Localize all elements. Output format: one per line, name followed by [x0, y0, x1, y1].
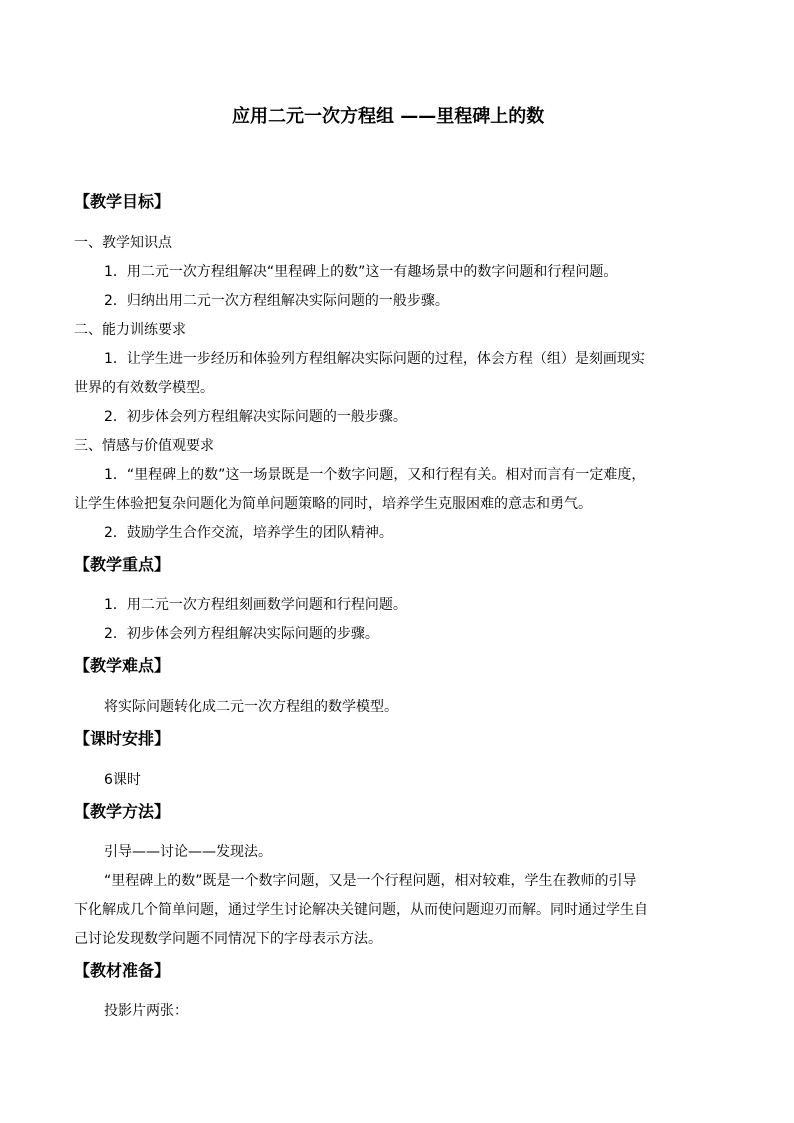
paragraph-line: 让学生体验把复杂问题化为简单问题策略的同时，培养学生克服困难的意志和勇气。 [74, 496, 592, 512]
section-heading-methods: 【教学方法】 [74, 802, 171, 821]
paragraph-line: 2．初步体会列方程组解决实际问题的一般步骤。 [104, 409, 407, 425]
paragraph-line: 投影片两张： [104, 1003, 188, 1019]
subsection-label-ability: 二、能力训练要求 [74, 322, 186, 338]
paragraph-line: 己讨论发现数学问题不同情况下的字母表示方法。 [74, 931, 382, 947]
section-heading-objectives: 【教学目标】 [74, 192, 171, 211]
paragraph-line: 2．鼓励学生合作交流，培养学生的团队精神。 [104, 525, 393, 541]
section-heading-difficulties: 【教学难点】 [74, 656, 171, 675]
paragraph-line: 2．初步体会列方程组解决实际问题的步骤。 [104, 626, 379, 642]
subsection-label-knowledge: 一、教学知识点 [74, 235, 172, 251]
paragraph-line: 下化解成几个简单问题，通过学生讨论解决关键问题，从而使问题迎刃而解。同时通过学生自 [74, 902, 648, 918]
page-title: 应用二元一次方程组 ——里程碑上的数 [232, 106, 545, 127]
section-heading-schedule: 【课时安排】 [74, 729, 171, 748]
paragraph-line: 1．用二元一次方程组刻画数学问题和行程问题。 [104, 597, 407, 613]
paragraph-line: 将实际问题转化成二元一次方程组的数学模型。 [104, 699, 398, 715]
paragraph-line: “里程碑上的数”既是一个数字问题，又是一个行程问题，相对较难，学生在教师的引导 [104, 873, 637, 889]
subsection-label-emotion: 三、情感与价值观要求 [74, 438, 214, 454]
paragraph-line: 引导——讨论——发现法。 [104, 844, 272, 860]
section-heading-materials: 【教材准备】 [74, 961, 171, 980]
paragraph-line: 世界的有效数学模型。 [74, 380, 214, 396]
section-heading-key-points: 【教学重点】 [74, 555, 171, 574]
paragraph-line: 6课时 [104, 772, 141, 788]
paragraph-line: 1．“里程碑上的数”这一场景既是一个数字问题，又和行程有关。相对而言有一定难度， [104, 467, 646, 483]
paragraph-line: 1．让学生进一步经历和体验列方程组解决实际问题的过程，体会方程（组）是刻画现实 [104, 351, 645, 367]
paragraph-line: 2．归纳出用二元一次方程组解决实际问题的一般步骤。 [104, 293, 449, 309]
paragraph-line: 1．用二元一次方程组解决“里程碑上的数”这一有趣场景中的数字问题和行程问题。 [104, 264, 618, 280]
